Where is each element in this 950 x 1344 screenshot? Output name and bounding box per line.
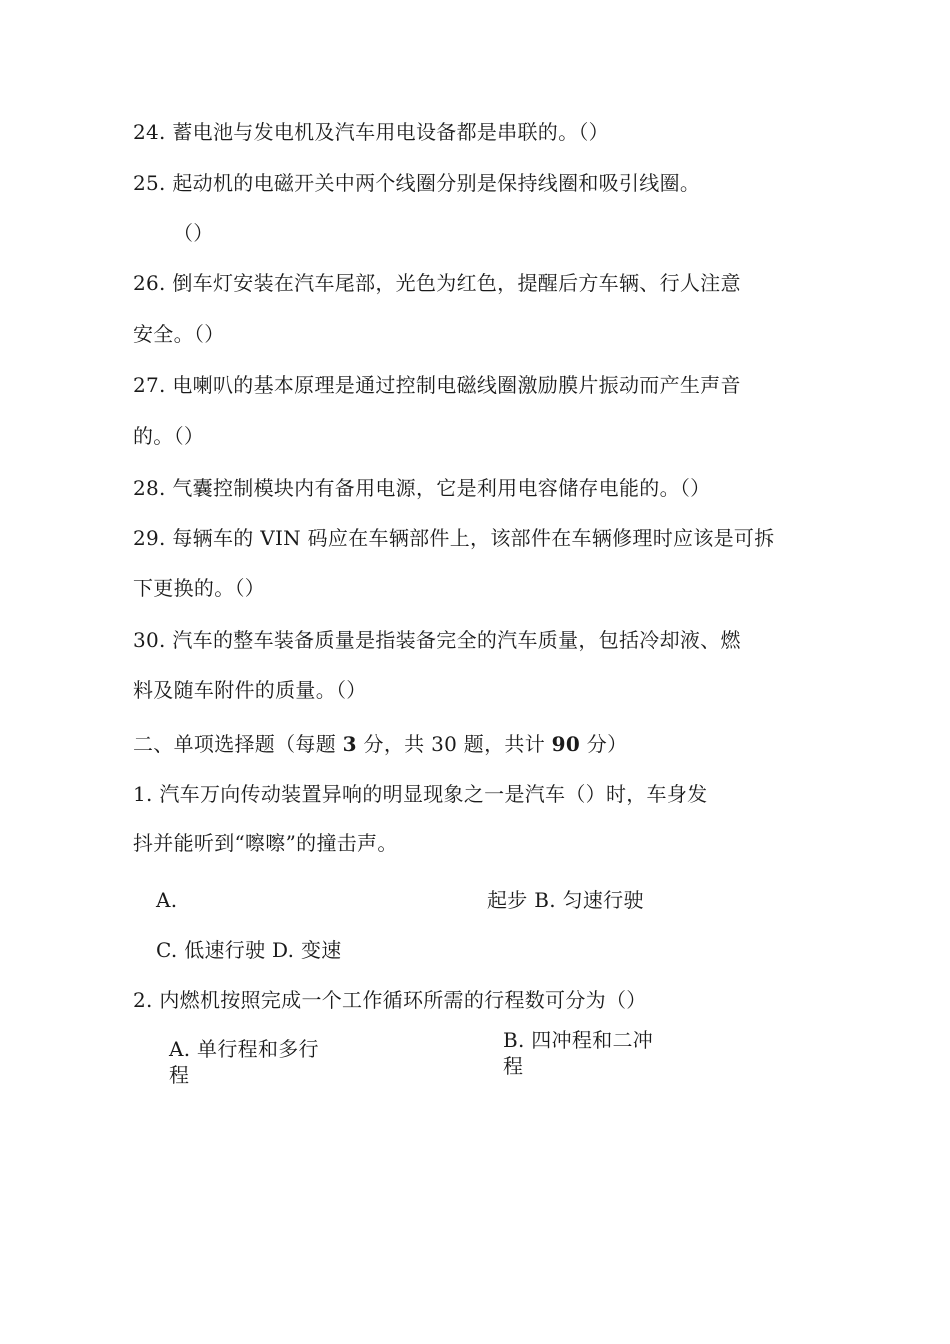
section-2-mid: 分，共 30 题，共计 [356,732,552,756]
question-25-line-1: 25. 起动机的电磁开关中两个线圈分别是保持线圈和吸引线圈。 [133,171,701,195]
question-29-line-2: 下更换的。（） [133,576,266,600]
section-2-score-total: 90 [551,732,581,756]
question-28: 28. 气囊控制模块内有备用电源，它是利用电容储存电能的。（） [133,476,711,500]
question-26-line-2: 安全。（） [133,322,225,346]
mc-2-option-b-line-2: 程 [503,1054,524,1078]
mc-2-option-a-line-2: 程 [169,1063,190,1087]
question-29-line-1: 29. 每辆车的 VIN 码应在车辆部件上，该部件在车辆修理时应该是可拆 [133,526,775,550]
question-30-line-1: 30. 汽车的整车装备质量是指装备完全的汽车质量，包括冷却液、燃 [133,628,741,652]
question-24: 24. 蓄电池与发电机及汽车用电设备都是串联的。（） [133,120,609,144]
section-2-score-each: 3 [342,732,357,756]
mc-1-stem-line-1: 1. 汽车万向传动装置异响的明显现象之一是汽车（）时，车身发 [133,782,708,806]
question-27-line-1: 27. 电喇叭的基本原理是通过控制电磁线圈激励膜片振动而产生声音 [133,373,741,397]
question-25-line-2: （） [173,221,214,245]
question-27-line-2: 的。（） [133,424,205,448]
section-2-prefix: 二、单项选择题（每题 [133,732,343,756]
mc-1-options-c-d: C. 低速行驶 D. 变速 [156,938,342,962]
question-30-line-2: 料及随车附件的质量。（） [133,678,367,702]
mc-1-option-a-label: A. [156,888,178,912]
mc-1-stem-line-2: 抖并能听到“嚓嚓”的撞击声。 [133,831,398,855]
mc-2-stem: 2. 内燃机按照完成一个工作循环所需的行程数可分为（） [133,988,647,1012]
mc-2-option-b-line-1: B. 四冲程和二冲 [503,1028,654,1052]
section-2-suffix: 分） [580,732,628,756]
mc-2-option-a-line-1: A. 单行程和多行 [169,1037,319,1061]
mc-1-options-a-b: 起步 B. 匀速行驶 [487,888,644,912]
question-26-line-1: 26. 倒车灯安装在汽车尾部，光色为红色，提醒后方车辆、行人注意 [133,271,741,295]
section-2-heading [133,731,627,757]
